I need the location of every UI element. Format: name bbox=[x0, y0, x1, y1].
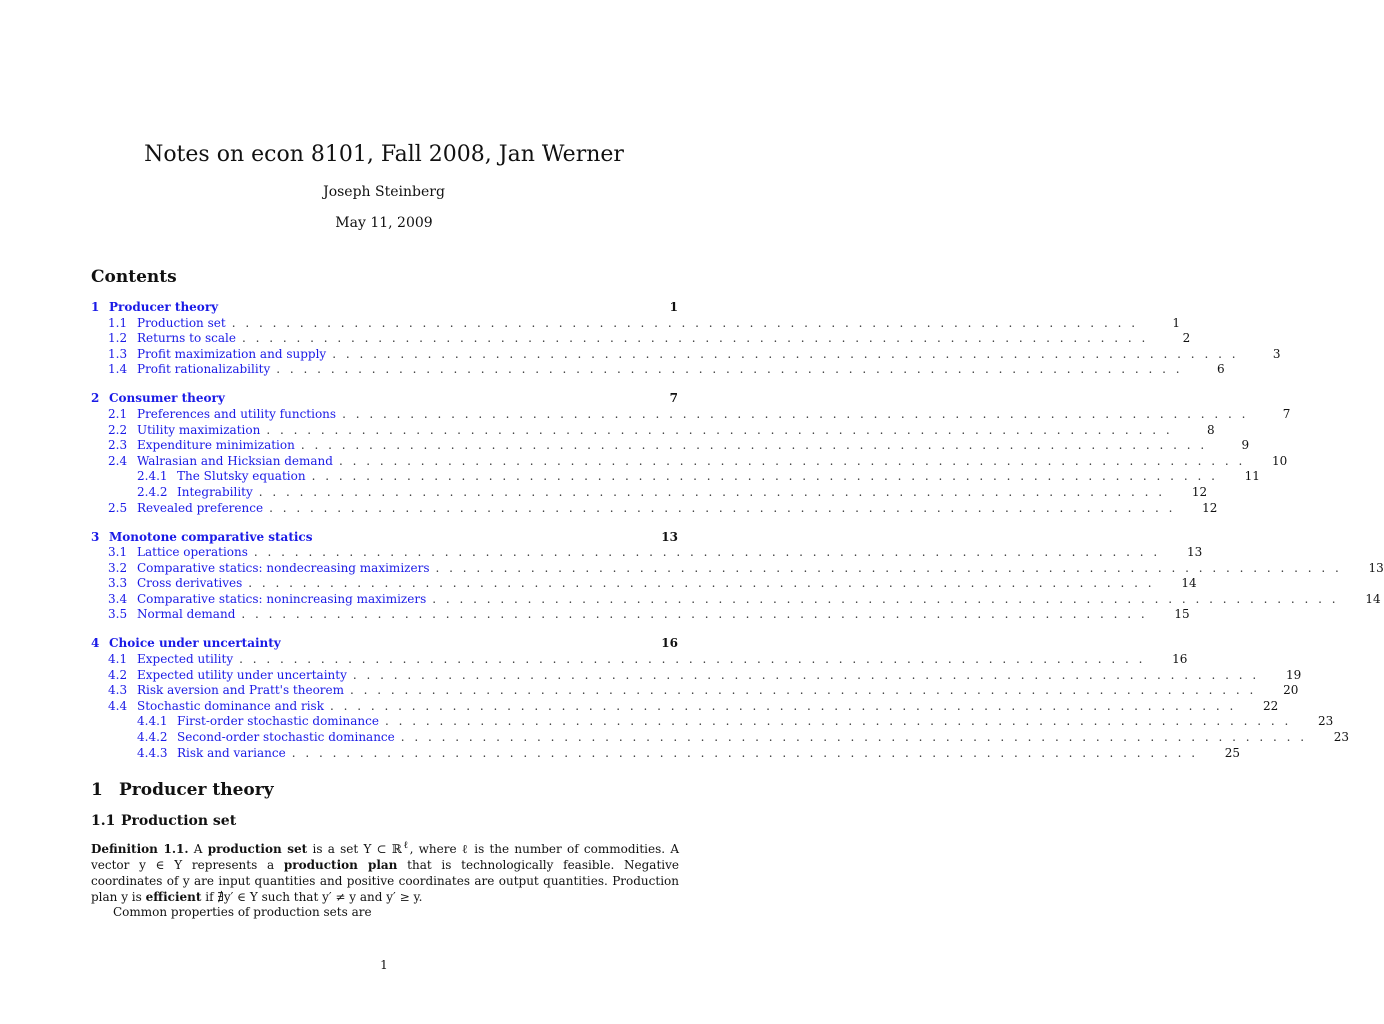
toc-page: 12 bbox=[1202, 500, 1218, 515]
toc-entry-label[interactable]: Expenditure minimization bbox=[137, 438, 295, 453]
toc-page: 16 bbox=[1172, 652, 1188, 667]
definition-label: Definition 1.1. bbox=[91, 842, 189, 856]
page-number: 1 bbox=[380, 958, 388, 972]
leader-dots: . . . . . . . . . . . . . . . . . . . . . . . . . . . . . . . . . . . . . . . . . . . . . . . . . . . . . . . . . . . . . . . . . . . bbox=[332, 346, 1239, 361]
toc-section-3[interactable]: 3 Monotone comparative statics 13 bbox=[91, 529, 678, 544]
leader-dots: . . . . . . . . . . . . . . . . . . . . . . . . . . . . . . . . . . . . . . . . . . . . . . . . . . . . . . . . . . . . . . . . . . . bbox=[350, 683, 1257, 698]
date: May 11, 2009 bbox=[335, 215, 433, 231]
toc-page: 7 bbox=[1282, 406, 1291, 421]
toc-page: 22 bbox=[1263, 698, 1279, 713]
toc-page: 8 bbox=[1207, 422, 1215, 437]
leader-dots: . . . . . . . . . . . . . . . . . . . . . . . . . . . . . . . . . . . . . . . . . . . . . . . . . . . . . . . . . . . . . . . . . . . bbox=[241, 607, 1148, 622]
toc-page: 13 bbox=[661, 529, 678, 544]
toc-page: 14 bbox=[1181, 576, 1197, 591]
toc-entry-label[interactable]: Production set bbox=[137, 315, 226, 330]
leader-dots: . . . . . . . . . . . . . . . . . . . . . . . . . . . . . . . . . . . . . . . . . . . . . . . . . . . . . . . . . . . . . . . . . . . bbox=[329, 698, 1237, 713]
leader-dots: . . . . . . . . . . . . . . . . . . . . . . . . . . . . . . . . . . . . . . . . . . . . . . . . . . . . . . . . . . . . . . . . . . . bbox=[239, 652, 1146, 667]
toc-entry[interactable]: 4.2 Expected utility under uncertainty . . . . . . . . . . . . . . . . . . . . . . . . . . . . . . . . . . . . . . . . . . . . . . . . . . . . . . . . . . . . . . . . . . . 19 bbox=[108, 667, 1302, 682]
term-production-set: production set bbox=[207, 842, 308, 856]
toc-entry-label[interactable]: The Slutsky equation bbox=[177, 469, 306, 484]
leader-dots: . . . . . . . . . . . . . . . . . . . . . . . . . . . . . . . . . . . . . . . . . . . . . . . . . . . . . . . . . . . . . . . . . . . bbox=[435, 560, 1342, 575]
body-paragraph: Common properties of production sets are bbox=[113, 905, 372, 919]
toc-entry-label[interactable]: Revealed preference bbox=[137, 500, 264, 515]
leader-dots: . . . . . . . . . . . . . . . . . . . . . . . . . . . . . . . . . . . . . . . . . . . . . . . . . . . . . . . . . . . . . . . . . . . bbox=[248, 576, 1155, 591]
leader-dots: . . . . . . . . . . . . . . . . . . . . . . . . . . . . . . . . . . . . . . . . . . . . . . . . . . . . . . . . . . . . . . . . . . . bbox=[384, 714, 1292, 729]
section-heading: 1 Producer theory bbox=[91, 780, 274, 800]
toc-entry[interactable]: 1.2 Returns to scale . . . . . . . . . . . . . . . . . . . . . . . . . . . . . . . . . . . . . . . . . . . . . . . . . . . . . . . . . . . . . . . . . . . 2 bbox=[108, 331, 1191, 346]
toc-entry-label[interactable]: Expected utility bbox=[137, 652, 234, 667]
toc-page: 23 bbox=[1318, 714, 1334, 729]
toc-entry[interactable]: 3.5 Normal demand . . . . . . . . . . . . . . . . . . . . . . . . . . . . . . . . . . . . . . . . . . . . . . . . . . . . . . . . . . . . . . . . . . . 15 bbox=[108, 607, 1190, 622]
leader-dots: . . . . . . . . . . . . . . . . . . . . . . . . . . . . . . . . . . . . . . . . . . . . . . . . . . . . . . . . . . . . . . . . . . . bbox=[342, 406, 1249, 421]
contents-heading: Contents bbox=[91, 267, 177, 287]
toc-page: 16 bbox=[661, 636, 678, 651]
definition-paragraph: Definition 1.1. A production set is a set Y ⊂ ℝ$^\ell$, where ℓ is the number of commodities. A vector y ∈ Y represents a production plan that is technologically feasible. Negative coordinates of y are input quantities and positive coordinates are output quantities. Production plan y is efficient if ∄y′ ∈ Y such that y′ ≠ y and y′ ≥ y. bbox=[91, 840, 679, 904]
toc-entry-label[interactable]: Integrability bbox=[177, 484, 253, 499]
toc-entry-label[interactable]: First-order stochastic dominance bbox=[177, 714, 379, 729]
toc-section-label[interactable]: Producer theory bbox=[109, 300, 219, 314]
leader-dots: . . . . . . . . . . . . . . . . . . . . . . . . . . . . . . . . . . . . . . . . . . . . . . . . . . . . . . . . . . . . . . . . . . . bbox=[352, 667, 1260, 682]
toc-entry[interactable]: 1.4 Profit rationalizability . . . . . . . . . . . . . . . . . . . . . . . . . . . . . . . . . . . . . . . . . . . . . . . . . . . . . . . . . . . . . . . . . . . 6 bbox=[108, 362, 1225, 377]
toc-entry[interactable]: 3.1 Lattice operations . . . . . . . . . . . . . . . . . . . . . . . . . . . . . . . . . . . . . . . . . . . . . . . . . . . . . . . . . . . . . . . . . . . 13 bbox=[108, 545, 1203, 560]
toc-entry-label[interactable]: Comparative statics: nondecreasing maximizers bbox=[137, 560, 430, 575]
toc-entry[interactable]: 4.3 Risk aversion and Pratt's theorem . . . . . . . . . . . . . . . . . . . . . . . . . . . . . . . . . . . . . . . . . . . . . . . . . . . . . . . . . . . . . . . . . . . 20 bbox=[108, 683, 1299, 698]
toc-page: 15 bbox=[1174, 607, 1190, 622]
toc-entry-label[interactable]: Second-order stochastic dominance bbox=[177, 730, 395, 745]
toc-section-label[interactable]: Consumer theory bbox=[109, 391, 225, 406]
toc-page: 1 bbox=[669, 300, 678, 314]
leader-dots: . . . . . . . . . . . . . . . . . . . . . . . . . . . . . . . . . . . . . . . . . . . . . . . . . . . . . . . . . . . . . . . . . . . bbox=[276, 362, 1183, 377]
toc-entry[interactable]: 2.2 Utility maximization . . . . . . . . . . . . . . . . . . . . . . . . . . . . . . . . . . . . . . . . . . . . . . . . . . . . . . . . . . . . . . . . . . . 8 bbox=[108, 422, 1215, 437]
toc-entry-label[interactable]: Preferences and utility functions bbox=[137, 406, 337, 421]
toc-entry[interactable]: 3.4 Comparative statics: nonincreasing maximizers . . . . . . . . . . . . . . . . . . . . . . . . . . . . . . . . . . . . . . . . . . . . . . . . . . . . . . . . . . . . . . . . . . . 14 bbox=[108, 591, 1381, 606]
toc-entry-label[interactable]: Stochastic dominance and risk bbox=[137, 698, 324, 713]
toc-entry[interactable]: 1.3 Profit maximization and supply . . . . . . . . . . . . . . . . . . . . . . . . . . . . . . . . . . . . . . . . . . . . . . . . . . . . . . . . . . . . . . . . . . . 3 bbox=[108, 346, 1281, 361]
document-title: Notes on econ 8101, Fall 2008, Jan Werner bbox=[144, 142, 624, 167]
toc-entry[interactable]: 1.1 Production set . . . . . . . . . . . . . . . . . . . . . . . . . . . . . . . . . . . . . . . . . . . . . . . . . . . . . . . . . . . . . . . . . . . 1 bbox=[108, 315, 1181, 330]
leader-dots: . . . . . . . . . . . . . . . . . . . . . . . . . . . . . . . . . . . . . . . . . . . . . . . . . . . . . . . . . . . . . . . . . . . bbox=[432, 591, 1339, 606]
toc-entry[interactable]: 2.4.1 The Slutsky equation . . . . . . . . . . . . . . . . . . . . . . . . . . . . . . . . . . . . . . . . . . . . . . . . . . . . . . . . . . . . . . . . . . . 11 bbox=[137, 469, 1260, 484]
toc-entry[interactable]: 2.5 Revealed preference . . . . . . . . . . . . . . . . . . . . . . . . . . . . . . . . . . . . . . . . . . . . . . . . . . . . . . . . . . . . . . . . . . . 12 bbox=[108, 500, 1218, 515]
toc-section-label[interactable]: Monotone comparative statics bbox=[109, 529, 313, 544]
toc-section-4[interactable]: 4 Choice under uncertainty 16 bbox=[91, 636, 678, 651]
leader-dots: . . . . . . . . . . . . . . . . . . . . . . . . . . . . . . . . . . . . . . . . . . . . . . . . . . . . . . . . . . . . . . . . . . . bbox=[231, 315, 1139, 330]
toc-entry-label[interactable]: Risk aversion and Pratt's theorem bbox=[137, 683, 345, 698]
leader-dots: . . . . . . . . . . . . . . . . . . . . . . . . . . . . . . . . . . . . . . . . . . . . . . . . . . . . . . . . . . . . . . . . . . . bbox=[300, 438, 1208, 453]
leader-dots: . . . . . . . . . . . . . . . . . . . . . . . . . . . . . . . . . . . . . . . . . . . . . . . . . . . . . . . . . . . . . . . . . . . bbox=[311, 469, 1218, 484]
toc-page: 3 bbox=[1272, 346, 1281, 361]
toc-entry[interactable]: 3.3 Cross derivatives . . . . . . . . . . . . . . . . . . . . . . . . . . . . . . . . . . . . . . . . . . . . . . . . . . . . . . . . . . . . . . . . . . . 14 bbox=[108, 576, 1197, 591]
toc-entry[interactable]: 2.3 Expenditure minimization . . . . . . . . . . . . . . . . . . . . . . . . . . . . . . . . . . . . . . . . . . . . . . . . . . . . . . . . . . . . . . . . . . . 9 bbox=[108, 438, 1250, 453]
toc-entry-label[interactable]: Walrasian and Hicksian demand bbox=[137, 453, 333, 468]
toc-entry-label[interactable]: Risk and variance bbox=[177, 745, 286, 760]
toc-page: 14 bbox=[1365, 591, 1381, 606]
toc-entry-label[interactable]: Comparative statics: nonincreasing maximizers bbox=[137, 591, 427, 606]
toc-entry[interactable]: 4.1 Expected utility . . . . . . . . . . . . . . . . . . . . . . . . . . . . . . . . . . . . . . . . . . . . . . . . . . . . . . . . . . . . . . . . . . . 16 bbox=[108, 652, 1188, 667]
toc-page: 9 bbox=[1241, 438, 1250, 453]
leader-dots: . . . . . . . . . . . . . . . . . . . . . . . . . . . . . . . . . . . . . . . . . . . . . . . . . . . . . . . . . . . . . . . . . . . bbox=[338, 453, 1246, 468]
toc-entry[interactable]: 4.4 Stochastic dominance and risk . . . . . . . . . . . . . . . . . . . . . . . . . . . . . . . . . . . . . . . . . . . . . . . . . . . . . . . . . . . . . . . . . . . 22 bbox=[108, 698, 1279, 713]
toc-page: 13 bbox=[1186, 545, 1203, 560]
toc-entry-label[interactable]: Utility maximization bbox=[137, 422, 261, 437]
toc-page: 1 bbox=[1172, 315, 1181, 330]
subsection-heading: 1.1 Production set bbox=[91, 813, 237, 829]
toc-entry-label[interactable]: Profit maximization and supply bbox=[137, 346, 327, 361]
toc-entry-label[interactable]: Profit rationalizability bbox=[137, 362, 271, 377]
toc-page: 25 bbox=[1224, 745, 1241, 760]
toc-section-1[interactable]: 1 Producer theory 1 bbox=[91, 300, 678, 314]
toc-page: 12 bbox=[1191, 484, 1208, 499]
toc-entry[interactable]: 2.4.2 Integrability . . . . . . . . . . . . . . . . . . . . . . . . . . . . . . . . . . . . . . . . . . . . . . . . . . . . . . . . . . . . . . . . . . . 12 bbox=[137, 484, 1208, 499]
leader-dots: . . . . . . . . . . . . . . . . . . . . . . . . . . . . . . . . . . . . . . . . . . . . . . . . . . . . . . . . . . . . . . . . . . . bbox=[258, 484, 1166, 499]
toc-section-2[interactable]: 2 Consumer theory 7 bbox=[91, 391, 678, 406]
author: Joseph Steinberg bbox=[323, 184, 445, 200]
toc-page: 11 bbox=[1244, 469, 1260, 484]
toc-entry[interactable]: 4.4.2 Second-order stochastic dominance . . . . . . . . . . . . . . . . . . . . . . . . . . . . . . . . . . . . . . . . . . . . . . . . . . . . . . . . . . . . . . . . . . . 23 bbox=[137, 730, 1350, 745]
toc-entry[interactable]: 2.4 Walrasian and Hicksian demand . . . . . . . . . . . . . . . . . . . . . . . . . . . . . . . . . . . . . . . . . . . . . . . . . . . . . . . . . . . . . . . . . . . 10 bbox=[108, 453, 1288, 468]
toc-page: 13 bbox=[1368, 560, 1384, 575]
toc-page: 19 bbox=[1285, 667, 1302, 682]
toc-entry-label[interactable]: Cross derivatives bbox=[137, 576, 243, 591]
toc-entry[interactable]: 4.4.3 Risk and variance . . . . . . . . . . . . . . . . . . . . . . . . . . . . . . . . . . . . . . . . . . . . . . . . . . . . . . . . . . . . . . . . . . . 25 bbox=[137, 745, 1241, 760]
leader-dots: . . . . . . . . . . . . . . . . . . . . . . . . . . . . . . . . . . . . . . . . . . . . . . . . . . . . . . . . . . . . . . . . . . . bbox=[400, 730, 1308, 745]
term-efficient: efficient bbox=[145, 890, 202, 904]
toc-section-label[interactable]: Choice under uncertainty bbox=[109, 636, 281, 651]
toc-entry[interactable]: 4.4.1 First-order stochastic dominance . . . . . . . . . . . . . . . . . . . . . . . . . . . . . . . . . . . . . . . . . . . . . . . . . . . . . . . . . . . . . . . . . . . 23 bbox=[137, 714, 1334, 729]
leader-dots: . . . . . . . . . . . . . . . . . . . . . . . . . . . . . . . . . . . . . . . . . . . . . . . . . . . . . . . . . . . . . . . . . . . bbox=[291, 745, 1199, 760]
toc-entry-label[interactable]: Expected utility under uncertainty bbox=[137, 667, 347, 682]
table-of-contents bbox=[91, 300, 1384, 761]
toc-page: 7 bbox=[669, 391, 678, 406]
toc-entry-label[interactable]: Normal demand bbox=[137, 607, 236, 622]
toc-page: 23 bbox=[1333, 730, 1350, 745]
toc-entry[interactable]: 2.1 Preferences and utility functions . . . . . . . . . . . . . . . . . . . . . . . . . . . . . . . . . . . . . . . . . . . . . . . . . . . . . . . . . . . . . . . . . . . 7 bbox=[108, 406, 1291, 421]
leader-dots: . . . . . . . . . . . . . . . . . . . . . . . . . . . . . . . . . . . . . . . . . . . . . . . . . . . . . . . . . . . . . . . . . . . bbox=[269, 500, 1176, 515]
leader-dots: . . . . . . . . . . . . . . . . . . . . . . . . . . . . . . . . . . . . . . . . . . . . . . . . . . . . . . . . . . . . . . . . . . . bbox=[241, 331, 1149, 346]
toc-page: 20 bbox=[1283, 683, 1299, 698]
toc-entry[interactable]: 3.2 Comparative statics: nondecreasing maximizers . . . . . . . . . . . . . . . . . . . . . . . . . . . . . . . . . . . . . . . . . . . . . . . . . . . . . . . . . . . . . . . . . . . 13 bbox=[108, 560, 1384, 575]
toc-page: 2 bbox=[1182, 331, 1191, 346]
leader-dots: . . . . . . . . . . . . . . . . . . . . . . . . . . . . . . . . . . . . . . . . . . . . . . . . . . . . . . . . . . . . . . . . . . . bbox=[253, 545, 1161, 560]
term-production-plan: production plan bbox=[283, 858, 398, 872]
toc-entry-label[interactable]: Lattice operations bbox=[137, 545, 248, 560]
toc-page: 10 bbox=[1272, 453, 1288, 468]
toc-entry-label[interactable]: Returns to scale bbox=[137, 331, 236, 346]
leader-dots: . . . . . . . . . . . . . . . . . . . . . . . . . . . . . . . . . . . . . . . . . . . . . . . . . . . . . . . . . . . . . . . . . . . bbox=[266, 422, 1173, 437]
toc-page: 6 bbox=[1216, 362, 1225, 377]
